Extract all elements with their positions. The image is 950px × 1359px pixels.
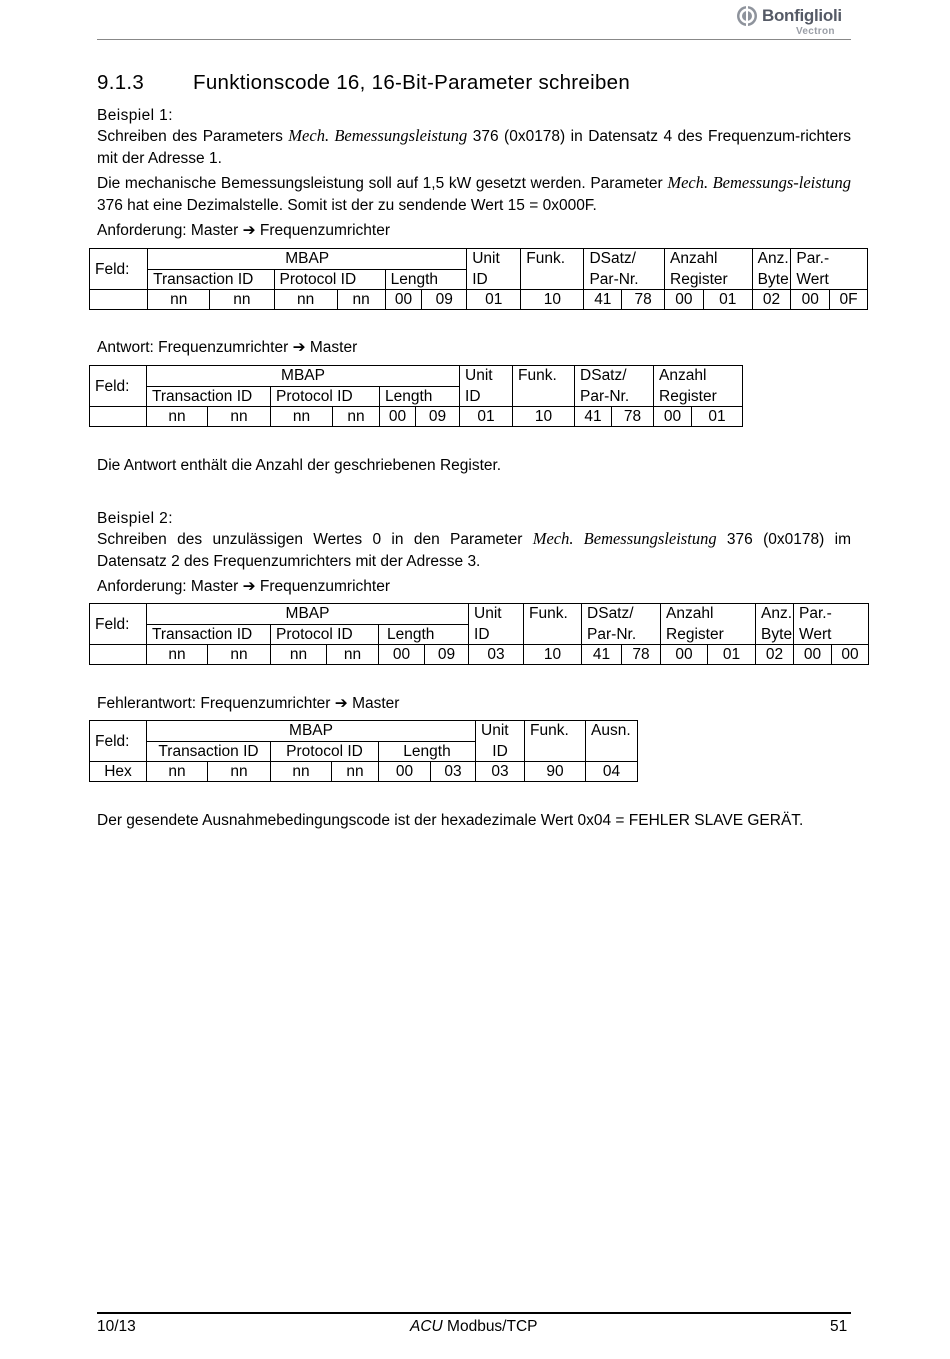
footer-rule: [97, 1312, 851, 1314]
table-cell: nn: [271, 407, 333, 427]
table-cell: nn: [147, 762, 208, 782]
table-cell: [90, 407, 147, 427]
table-cell: 41: [575, 407, 612, 427]
example1-note: Die Antwort enthält die Anzahl der geschriebenen Register.: [97, 457, 502, 474]
protocol-id-header: Protocol ID: [271, 742, 379, 762]
logo-emblem-icon: [736, 5, 758, 27]
mbap-header: MBAP: [147, 366, 460, 387]
table-cell: nn: [327, 645, 379, 665]
table-cell: 00: [661, 645, 708, 665]
table-cell: 01: [703, 290, 752, 310]
mbap-header: MBAP: [147, 604, 469, 625]
table-cell: nn: [208, 645, 271, 665]
anzahl-header-2: Register: [665, 270, 753, 290]
text-run: Anforderung: Master: [97, 222, 239, 239]
funk-header: Funk.: [513, 366, 575, 387]
parameter-name: Mech. Bemessungs-leistung: [667, 173, 851, 192]
text-run: Anforderung: Master: [97, 578, 239, 595]
dsatz-header-2: Par-Nr.: [582, 625, 661, 645]
table-cell: nn: [337, 290, 385, 310]
text-run: Schreiben des Parameters: [97, 128, 289, 145]
footer-document-title: [410, 1318, 538, 1336]
anzahl-header: Anzahl: [661, 604, 756, 625]
transaction-id-header: Transaction ID: [148, 270, 274, 290]
arrow-right-icon: ➔: [242, 578, 256, 595]
table-cell: nn: [271, 762, 332, 782]
unit-id-header-2: ID: [467, 270, 521, 290]
arrow-right-icon: ➔: [242, 222, 256, 239]
table-cell: 41: [582, 645, 622, 665]
table-cell: nn: [210, 290, 274, 310]
feld-label: Feld:: [90, 366, 147, 407]
example1-paragraph1: [97, 125, 851, 170]
anzahl-header: Anzahl: [654, 366, 743, 387]
parameter-name: Mech. Bemessungsleistung: [288, 126, 468, 145]
feld-label: Feld:: [90, 249, 148, 290]
table-cell: 0F: [830, 290, 868, 310]
feld-label: Feld:: [90, 604, 147, 645]
example2-note: Der gesendete Ausnahmebedingungscode ist der hexadezimale Wert 0x04 = FEHLER SLAVE GERÄT.: [97, 812, 804, 829]
example2-paragraph1: [97, 528, 851, 573]
protocol-id-header: Protocol ID: [271, 387, 380, 407]
header-rule: [97, 39, 851, 40]
arrow-right-icon: ➔: [334, 695, 348, 712]
unit-id-header: Unit: [460, 366, 513, 387]
table-cell: 00: [794, 645, 832, 665]
funk-header: Funk.: [524, 604, 582, 625]
request-table-1: [89, 248, 868, 310]
dsatz-header: DSatz/: [584, 249, 665, 270]
table-cell: 10: [524, 645, 582, 665]
footer-doc-rest: Modbus/TCP: [442, 1318, 538, 1335]
table-cell: [90, 645, 147, 665]
table-cell: 10: [513, 407, 575, 427]
error-response-table: [89, 720, 638, 782]
section-title: Funktionscode 16, 16-Bit-Parameter schreiben: [193, 71, 631, 94]
request-table-2: [89, 603, 869, 665]
unit-id-header-2: ID: [460, 387, 513, 407]
text-run: 376 hat eine Dezimalstelle. Somit ist der zu sendende Wert 15 = 0x000F.: [97, 197, 597, 214]
par-wert-header: Par.-: [791, 249, 868, 270]
section-heading: [97, 71, 630, 95]
length-header: Length: [380, 387, 460, 407]
table-cell: 00: [791, 290, 830, 310]
funk-header-2: [525, 742, 586, 762]
table-cell: nn: [332, 762, 379, 782]
footer-date: 10/13: [97, 1318, 136, 1335]
protocol-id-header: Protocol ID: [274, 270, 385, 290]
anz-byte-header: Anz.: [756, 604, 794, 625]
table-cell: 09: [425, 645, 469, 665]
example2-heading: Beispiel 2:: [97, 510, 173, 527]
example2-error-label: [97, 693, 399, 715]
mbap-header: MBAP: [147, 721, 476, 742]
par-wert-header-2: Wert: [791, 270, 868, 290]
par-wert-header: Par.-: [794, 604, 869, 625]
length-header: Length: [379, 625, 469, 645]
text-run: Master: [352, 695, 400, 712]
table-cell: 10: [521, 290, 584, 310]
table-cell: 41: [584, 290, 622, 310]
table-cell: 01: [460, 407, 513, 427]
text-run: Frequenzumrichter: [259, 578, 390, 595]
table-cell: 78: [622, 645, 661, 665]
protocol-id-header: Protocol ID: [271, 625, 379, 645]
table-cell: 90: [525, 762, 586, 782]
table-cell: 78: [622, 290, 665, 310]
example2-request-label: [97, 576, 390, 598]
table-cell: 09: [416, 407, 460, 427]
text-run: 376 (0x0178) im Datensatz 2 des Frequenzumrichters mit der Adresse 3.: [97, 531, 852, 570]
funk-header: Funk.: [521, 249, 584, 270]
table-cell: nn: [271, 645, 327, 665]
example1-paragraph2: [97, 172, 851, 217]
table-cell: 00: [379, 645, 425, 665]
table-cell: 00: [832, 645, 869, 665]
example1-heading: Beispiel 1:: [97, 107, 173, 124]
table-cell: 03: [431, 762, 476, 782]
length-header: Length: [385, 270, 467, 290]
text-run: Master: [309, 339, 358, 356]
table-cell: 02: [752, 290, 791, 310]
text-run: Fehlerantwort: Frequenzumrichter: [97, 695, 331, 712]
bonfiglioli-logo: [736, 3, 852, 39]
funk-header-2: [524, 625, 582, 645]
table-cell: nn: [208, 407, 271, 427]
table-cell: 03: [469, 645, 524, 665]
logo-subtext: Vectron: [796, 26, 835, 37]
text-run: Die mechanische Bemessungsleistung soll auf 1,5 kW gesetzt werden. Parameter: [97, 175, 668, 192]
funk-header-2: [521, 270, 584, 290]
anz-byte-header-2: Byte: [756, 625, 794, 645]
dsatz-header-2: Par-Nr.: [584, 270, 665, 290]
anz-byte-header: Anz.: [752, 249, 791, 270]
unit-id-header-2: ID: [476, 742, 525, 762]
table-cell: nn: [147, 645, 208, 665]
table-cell: nn: [274, 290, 337, 310]
transaction-id-header: Transaction ID: [147, 625, 271, 645]
par-wert-header-2: Wert: [794, 625, 869, 645]
text-run: 376 (0x0178) in Datensatz 4 des Frequenzum-richters mit der Adresse 1.: [97, 128, 851, 167]
transaction-id-header: Transaction ID: [147, 387, 271, 407]
dsatz-header: DSatz/: [582, 604, 661, 625]
anzahl-header: Anzahl: [665, 249, 753, 270]
funk-header-2: [513, 387, 575, 407]
table-cell: 09: [422, 290, 467, 310]
table-cell: 03: [476, 762, 525, 782]
anz-byte-header-2: Byte: [752, 270, 791, 290]
table-cell: 78: [612, 407, 654, 427]
logo-text: Bonfiglioli: [762, 6, 842, 25]
table-cell: nn: [147, 407, 208, 427]
section-number: 9.1.3: [97, 71, 145, 94]
table-cell: 02: [756, 645, 794, 665]
funk-header: Funk.: [525, 721, 586, 742]
anzahl-header-2: Register: [661, 625, 756, 645]
length-header: Length: [379, 742, 476, 762]
hex-label: Hex: [90, 762, 147, 782]
unit-id-header: Unit: [469, 604, 524, 625]
ausn-header-2: [586, 742, 638, 762]
unit-id-header: Unit: [467, 249, 521, 270]
table-cell: 00: [665, 290, 704, 310]
ausn-header: Ausn.: [586, 721, 638, 742]
unit-id-header: Unit: [476, 721, 525, 742]
mbap-header: MBAP: [148, 249, 467, 270]
example1-response-label: [97, 337, 357, 359]
footer-page-number: 51: [830, 1318, 848, 1335]
unit-id-header-2: ID: [469, 625, 524, 645]
feld-label: Feld:: [90, 721, 147, 762]
table-cell: 00: [654, 407, 692, 427]
text-run: Schreiben des unzulässigen Wertes 0 in den Parameter: [97, 531, 533, 548]
dsatz-header-2: Par-Nr.: [575, 387, 654, 407]
table-cell: 00: [379, 762, 431, 782]
response-table-1: [89, 365, 743, 427]
table-cell: nn: [148, 290, 210, 310]
table-cell: 04: [586, 762, 638, 782]
table-cell: 01: [692, 407, 743, 427]
text-run: Frequenzumrichter: [259, 222, 390, 239]
dsatz-header: DSatz/: [575, 366, 654, 387]
table-cell: 00: [380, 407, 416, 427]
anzahl-header-2: Register: [654, 387, 743, 407]
table-cell: nn: [208, 762, 271, 782]
footer-doc-italic: ACU: [410, 1318, 443, 1335]
example1-request-label: [97, 220, 390, 242]
table-cell: [90, 290, 148, 310]
table-cell: 01: [467, 290, 521, 310]
table-cell: 01: [708, 645, 756, 665]
parameter-name: Mech. Bemessungsleistung: [532, 529, 717, 548]
table-cell: nn: [333, 407, 380, 427]
text-run: Antwort: Frequenzumrichter: [97, 339, 289, 356]
table-cell: 00: [385, 290, 422, 310]
arrow-right-icon: ➔: [292, 339, 306, 356]
transaction-id-header: Transaction ID: [147, 742, 271, 762]
